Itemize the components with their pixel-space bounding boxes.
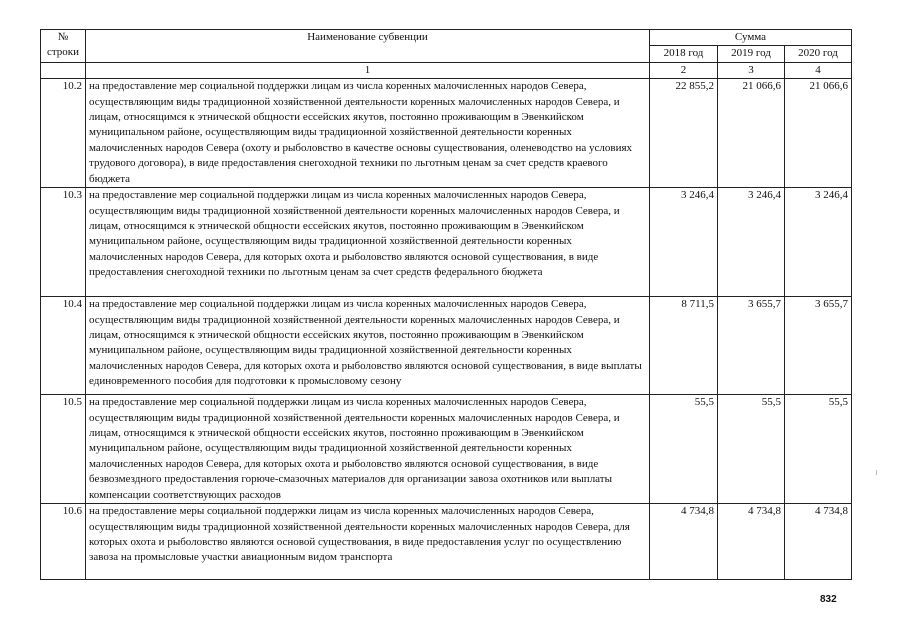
amount-2019: 55,5	[718, 395, 785, 504]
column-number	[41, 62, 86, 78]
amount-2020: 55,5	[785, 395, 852, 504]
subvention-description: на предоставление мер социальной поддержки лицам из числа коренных малочисленных народов Севера, осуществляющим виды традиционной хозяйственной деятельности коренных малочисленных народов Севера, и лицам, относящимся к этнической общности ессейских якутов, постоянно проживающим в Эвенкийском муниципальном районе, осуществляющим виды традиционной хозяйственной деятельности коренных малочисленных народов Севера, для которых охота и рыболовство являются основой существования, в виде безвозмездного предоставления горюче-смазочных материалов для организации завоза охотников или выплаты компенсации соответствующих расходов	[86, 395, 650, 504]
amount-2020: 21 066,6	[785, 79, 852, 188]
table-row	[41, 395, 852, 504]
amount-2020: 3 246,4	[785, 188, 852, 297]
amount-2019: 3 655,7	[718, 297, 785, 395]
sum-header: Сумма	[650, 30, 852, 46]
column-number: 1	[86, 62, 650, 78]
amount-2020: 4 734,8	[785, 504, 852, 580]
amount-2018: 8 711,5	[650, 297, 718, 395]
subvention-table	[40, 29, 852, 580]
amount-2019: 4 734,8	[718, 504, 785, 580]
table-row	[41, 504, 852, 580]
name-header: Наименование субвенции	[86, 30, 650, 63]
amount-2019: 21 066,6	[718, 79, 785, 188]
row-number: 10.5	[41, 395, 86, 504]
table-row	[41, 79, 852, 188]
scan-mark	[876, 470, 877, 475]
amount-2020: 3 655,7	[785, 297, 852, 395]
column-number: 4	[785, 62, 852, 78]
column-number: 2	[650, 62, 718, 78]
year-2018-header: 2018 год	[650, 46, 718, 62]
amount-2018: 55,5	[650, 395, 718, 504]
year-2019-header: 2019 год	[718, 46, 785, 62]
column-number: 3	[718, 62, 785, 78]
row-number: 10.3	[41, 188, 86, 297]
year-2020-header: 2020 год	[785, 46, 852, 62]
subvention-description: на предоставление мер социальной поддержки лицам из числа коренных малочисленных народов Севера, осуществляющим виды традиционной хозяйственной деятельности коренных малочисленных народов Севера, и лицам, относящимся к этнической общности ессейских якутов, постоянно проживающим в Эвенкийском муниципальном районе, осуществляющим виды традиционной хозяйственной деятельности коренных малочисленных народов Севера, для которых охота и рыболовство являются основой существования, в виде выплаты единовременного пособия для подготовки к промысловому сезону	[86, 297, 650, 395]
row-number-header: № строки	[41, 30, 86, 63]
subvention-description: на предоставление мер социальной поддержки лицам из числа коренных малочисленных народов Севера, осуществляющим виды традиционной хозяйственной деятельности коренных малочисленных народов Севера, и лицам, относящимся к этнической общности ессейских якутов, постоянно проживающим в Эвенкийском муниципальном районе, осуществляющим виды традиционной хозяйственной деятельности коренных малочисленных народов Севера, для которых охота и рыболовство являются основой существования, в виде предоставления снегоходной техники по льготным ценам за счет средств федерального бюджета	[86, 188, 650, 297]
row-number: 10.4	[41, 297, 86, 395]
subvention-description: на предоставление меры социальной поддержки лицам из числа коренных малочисленных народов Севера, осуществляющим виды традиционной хозяйственной деятельности коренных малочисленных народов Севера, для которых охота и рыболовство являются основой существования, в виде предоставления услуг по осуществлению завоза на промысловые участки авиационным видом транспорта	[86, 504, 650, 580]
amount-2019: 3 246,4	[718, 188, 785, 297]
amount-2018: 3 246,4	[650, 188, 718, 297]
page-number: 832	[820, 594, 837, 605]
row-number: 10.2	[41, 79, 86, 188]
amount-2018: 4 734,8	[650, 504, 718, 580]
row-number: 10.6	[41, 504, 86, 580]
table-row	[41, 297, 852, 395]
subvention-description: на предоставление мер социальной поддержки лицам из числа коренных малочисленных народов Севера, осуществляющим виды традиционной хозяйственной деятельности коренных малочисленных народов Севера, и лицам, относящимся к этнической общности ессейских якутов, постоянно проживающим в Эвенкийском муниципальном районе, осуществляющим виды традиционной хозяйственной деятельности коренных малочисленных народов Севера (охоту и рыболовство в качестве основы существования, оленеводство на условиях трудового договора), в виде предоставления снегоходной техники по льготным ценам за счет средств краевого бюджета	[86, 79, 650, 188]
amount-2018: 22 855,2	[650, 79, 718, 188]
table-row	[41, 188, 852, 297]
